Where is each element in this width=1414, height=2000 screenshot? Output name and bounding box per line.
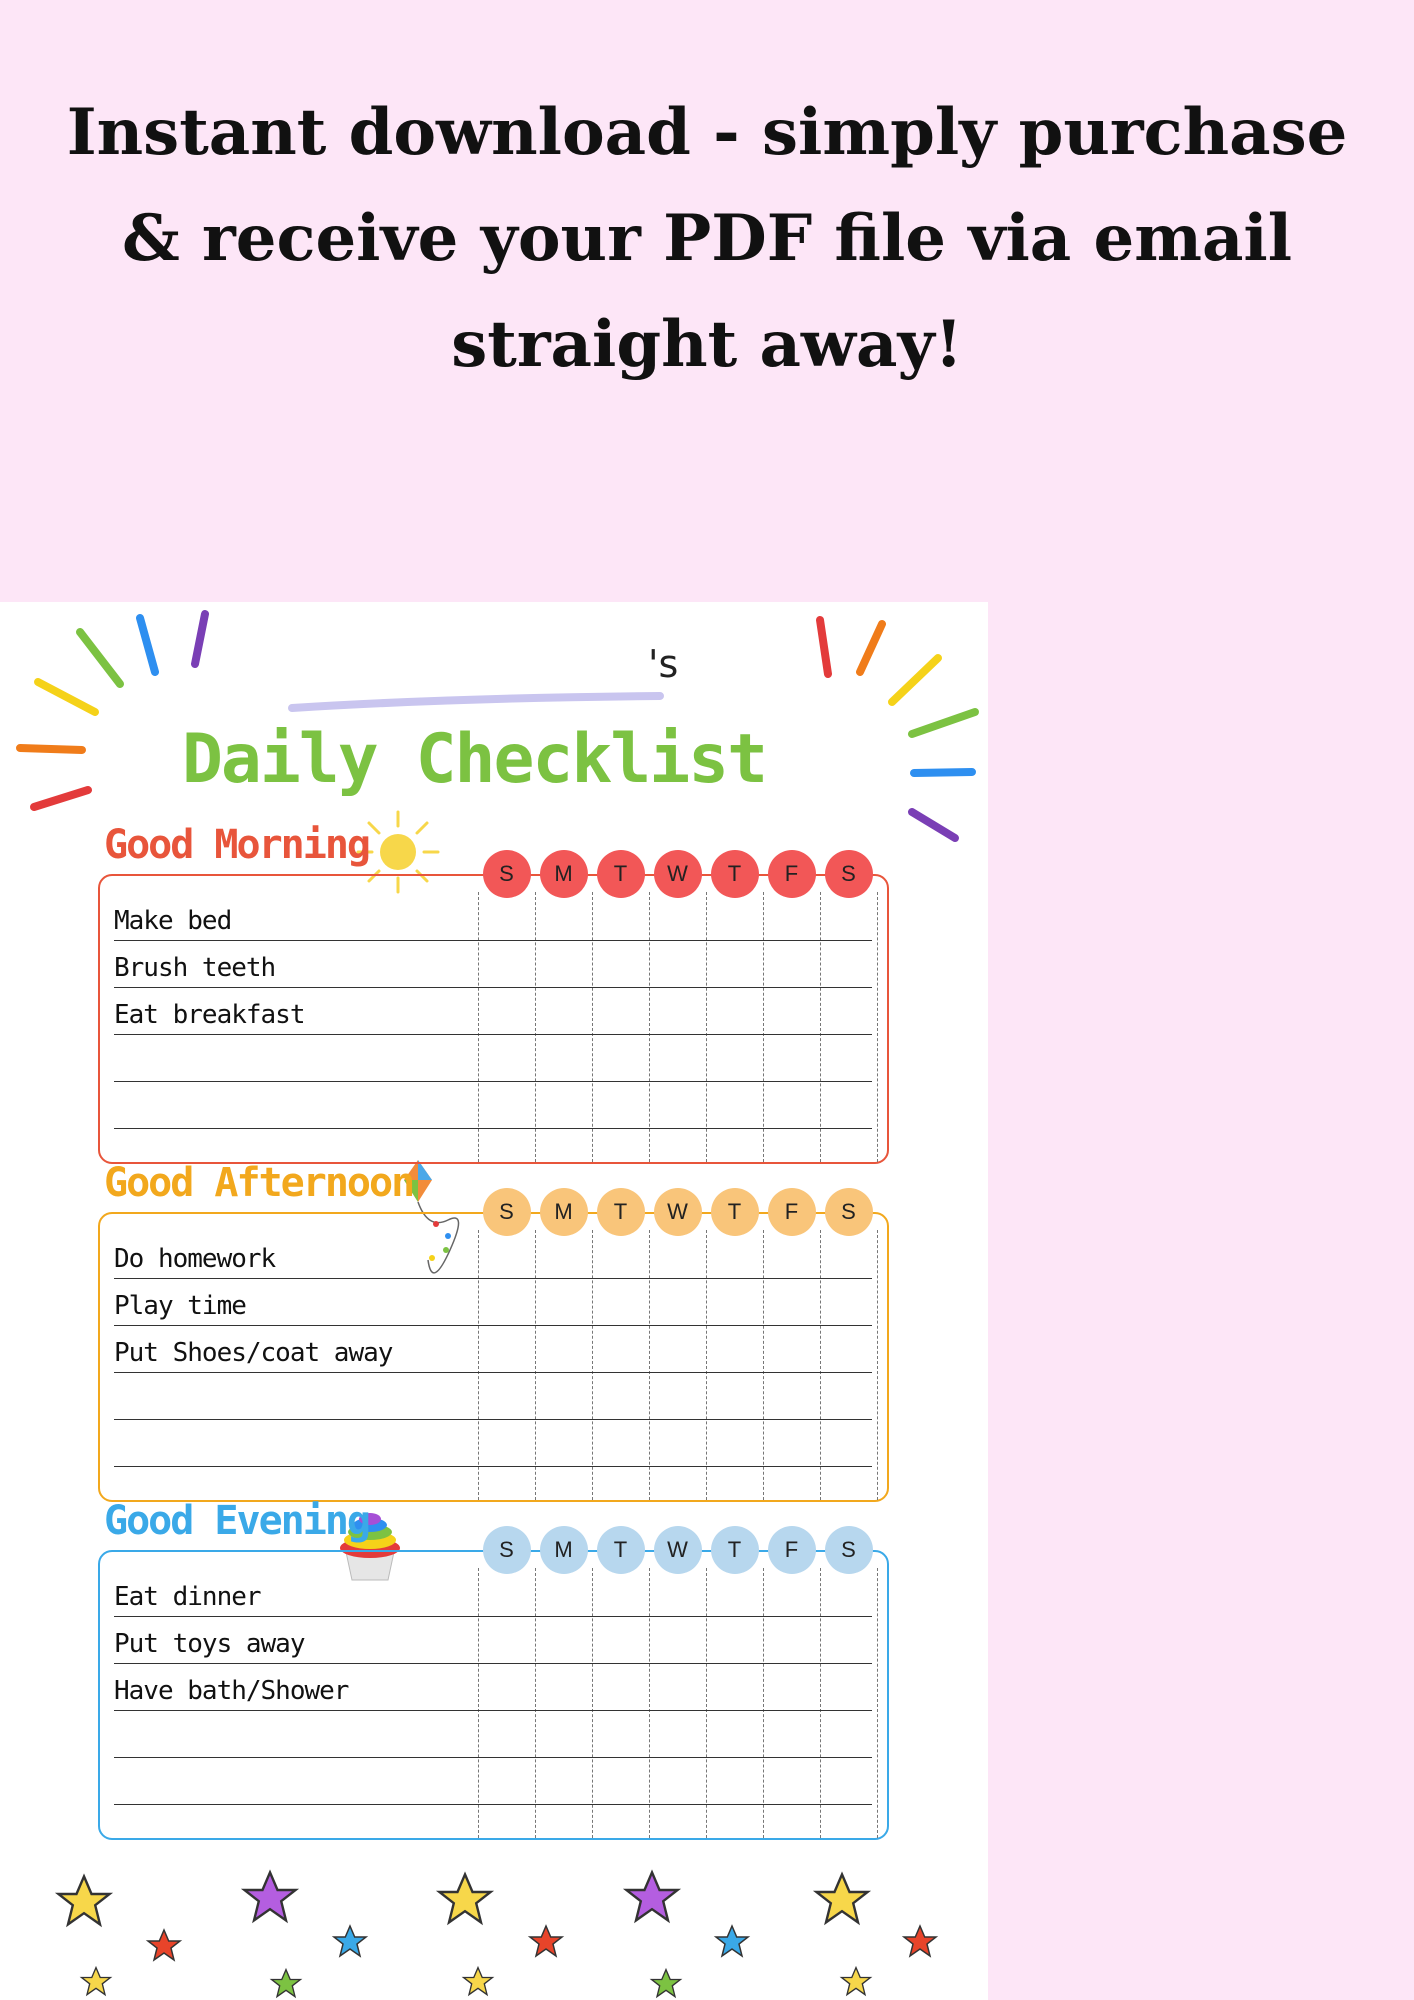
task-row-line bbox=[114, 1081, 872, 1082]
day-header: W bbox=[654, 1526, 702, 1574]
day-header: M bbox=[540, 1526, 588, 1574]
day-header: T bbox=[597, 850, 645, 898]
checklist-title: Daily Checklist bbox=[181, 720, 767, 799]
task-row-line bbox=[114, 1710, 872, 1711]
task-row-line bbox=[114, 1419, 872, 1420]
section-title: Good Afternoon bbox=[104, 1160, 414, 1206]
day-column-divider bbox=[478, 892, 479, 1162]
day-header: W bbox=[654, 1188, 702, 1236]
day-header: F bbox=[768, 850, 816, 898]
day-header: T bbox=[597, 1526, 645, 1574]
day-column-divider bbox=[478, 1230, 479, 1500]
day-header: S bbox=[825, 850, 873, 898]
task-label: Put toys away bbox=[114, 1629, 305, 1659]
headline bbox=[40, 80, 1374, 398]
section-title: Good Evening bbox=[104, 1498, 369, 1544]
task-row-line bbox=[114, 1325, 872, 1326]
day-header: S bbox=[825, 1188, 873, 1236]
headline-line-1: Instant download - simply purchase bbox=[66, 95, 1348, 170]
day-header: T bbox=[711, 1188, 759, 1236]
task-row-line bbox=[114, 1278, 872, 1279]
day-header: T bbox=[711, 1526, 759, 1574]
day-column-divider bbox=[592, 892, 593, 1162]
checklist-section bbox=[98, 822, 889, 1174]
day-column-divider bbox=[706, 1230, 707, 1500]
day-column-divider bbox=[763, 1568, 764, 1838]
day-column-divider bbox=[877, 892, 878, 1162]
checklist-preview bbox=[0, 602, 988, 2000]
day-header: M bbox=[540, 1188, 588, 1236]
stars-decoration bbox=[58, 1872, 936, 1996]
day-header: T bbox=[711, 850, 759, 898]
day-column-divider bbox=[535, 892, 536, 1162]
section-title: Good Morning bbox=[104, 822, 369, 868]
task-row-line bbox=[114, 940, 872, 941]
name-possessive: 's bbox=[648, 642, 679, 686]
task-label: Have bath/Shower bbox=[114, 1676, 349, 1706]
task-row-line bbox=[114, 1372, 872, 1373]
task-label: Play time bbox=[114, 1291, 246, 1321]
day-column-divider bbox=[763, 892, 764, 1162]
task-row-line bbox=[114, 1034, 872, 1035]
day-header: M bbox=[540, 850, 588, 898]
day-header: F bbox=[768, 1526, 816, 1574]
day-column-divider bbox=[706, 1568, 707, 1838]
day-column-divider bbox=[820, 1230, 821, 1500]
day-column-divider bbox=[820, 892, 821, 1162]
checklist-section bbox=[98, 1498, 889, 1850]
day-column-divider bbox=[535, 1568, 536, 1838]
checklist-section bbox=[98, 1160, 889, 1512]
day-column-divider bbox=[877, 1230, 878, 1500]
task-label: Eat dinner bbox=[114, 1582, 261, 1612]
day-header: T bbox=[597, 1188, 645, 1236]
day-column-divider bbox=[706, 892, 707, 1162]
task-label: Brush teeth bbox=[114, 953, 276, 983]
day-header: S bbox=[483, 1188, 531, 1236]
day-column-divider bbox=[649, 1230, 650, 1500]
name-underline bbox=[292, 696, 660, 708]
day-column-divider bbox=[649, 1568, 650, 1838]
day-column-divider bbox=[592, 1230, 593, 1500]
task-row-line bbox=[114, 1663, 872, 1664]
day-column-divider bbox=[877, 1568, 878, 1838]
task-row-line bbox=[114, 1804, 872, 1805]
task-label: Eat breakfast bbox=[114, 1000, 305, 1030]
headline-line-2: & receive your PDF file via email bbox=[121, 201, 1293, 276]
headline-line-3: straight away! bbox=[451, 307, 963, 382]
day-header: S bbox=[483, 1526, 531, 1574]
task-row-line bbox=[114, 987, 872, 988]
task-label: Do homework bbox=[114, 1244, 276, 1274]
day-column-divider bbox=[649, 892, 650, 1162]
task-label: Put Shoes/coat away bbox=[114, 1338, 393, 1368]
day-column-divider bbox=[478, 1568, 479, 1838]
day-header: F bbox=[768, 1188, 816, 1236]
task-label: Make bed bbox=[114, 906, 232, 936]
day-column-divider bbox=[820, 1568, 821, 1838]
day-column-divider bbox=[592, 1568, 593, 1838]
task-row-line bbox=[114, 1757, 872, 1758]
task-row-line bbox=[114, 1466, 872, 1467]
day-column-divider bbox=[535, 1230, 536, 1500]
day-header: S bbox=[483, 850, 531, 898]
task-row-line bbox=[114, 1128, 872, 1129]
day-column-divider bbox=[763, 1230, 764, 1500]
task-row-line bbox=[114, 1616, 872, 1617]
day-header: S bbox=[825, 1526, 873, 1574]
day-header: W bbox=[654, 850, 702, 898]
